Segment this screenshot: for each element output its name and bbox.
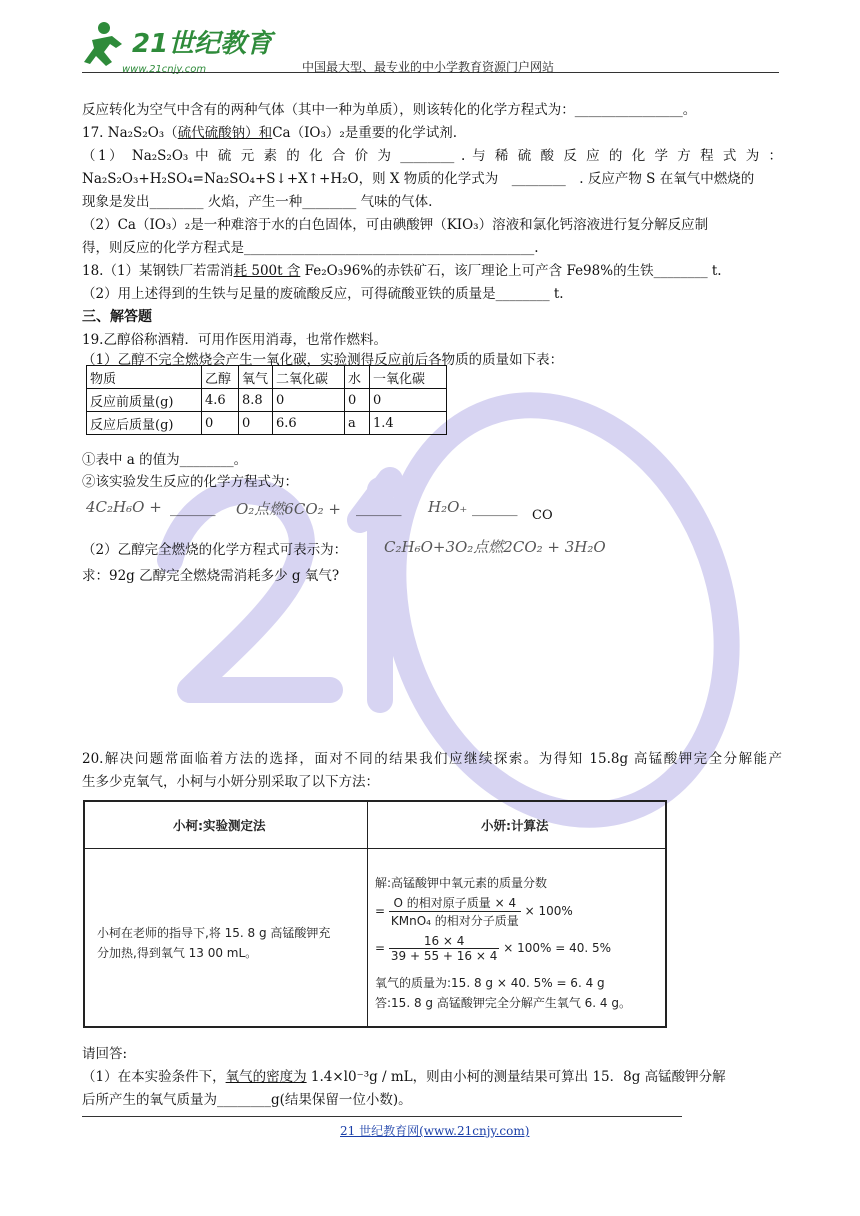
table-header-row: [87, 366, 447, 389]
method-right-header: 小妍:计算法: [481, 818, 549, 833]
question-19: 19.乙醇俗称酒精．可用作医用消毒，也常作燃料。: [82, 332, 387, 348]
table-cell: 0: [239, 412, 273, 435]
method-right-text: 氧气的质量为:15. 8 g × 40. 5% = 6. 4 g: [375, 976, 605, 990]
question-17-2-line1: （2）Ca（IO₃）₂是一种难溶于水的白色固体，可由碘酸钾（KIO₃）溶液和氯化钙溶液进行复分解反应制: [82, 217, 709, 233]
question-17-1-line3: 现象是发出________ 火焰，产生一种________ 气味的气体.: [82, 194, 433, 210]
question-19-2: （2）乙醇完全燃烧的化学方程式可表示为：: [82, 542, 348, 558]
table-cell: 4.6: [202, 389, 239, 412]
section-title: 三、解答题: [82, 309, 152, 325]
question-19-a: ①表中 a 的值为________。: [82, 452, 248, 468]
table-cell: a: [345, 412, 370, 435]
table-cell: 0: [370, 389, 447, 412]
logo-url: www.21cnjy.com: [122, 64, 207, 74]
method-left-header: 小柯:实验测定法: [173, 818, 266, 833]
fraction-formula: = $\frac{\text{O 的相对原子质量 × 4}}{\text{KMnO₄ 的相对分子质量}}$ × 100%: [375, 896, 573, 928]
mass-table: [86, 365, 447, 435]
question-17-2-line2: 得，则反应的化学方程式是___________________________________________.: [82, 240, 539, 256]
table-cell: 0: [202, 412, 239, 435]
table-cell: 0: [273, 389, 345, 412]
answer-1-line1: （1）在本实验条件下，氧气的密度为 1.4×l0⁻³g / mL，则由小柯的测量结果可算出 15．8g 高锰酸钾分解: [82, 1069, 726, 1085]
question-18-2: （2）用上述得到的生铁与足量的废硫酸反应，可得硫酸亚铁的质量是________ t.: [82, 286, 564, 302]
table-cell: 6.6: [273, 412, 345, 435]
table-cell: 1.4: [370, 412, 447, 435]
table-header-cell: 物质: [87, 366, 202, 389]
method-right-text: 答:15. 8 g 高锰酸钾完全分解产生氧气 6. 4 g。: [375, 996, 631, 1010]
logo-text: 21世纪教育: [132, 29, 273, 59]
equation-1-co: CO: [532, 508, 553, 523]
question-19-ask: 求：92g 乙醇完全燃烧需消耗多少 g 氧气?: [82, 568, 340, 584]
question-17-1-line1: （1） Na₂S₂O₃ 中 硫 元 素 的 化 合 价 为 ________ . 与 稀 硫 酸 反 应 的 化 学 方 程 式 为 ：: [82, 148, 782, 164]
method-right-text: 解:高锰酸钾中氧元素的质量分数: [375, 876, 548, 890]
answer-prompt: 请回答:: [82, 1046, 128, 1062]
answer-1-line2: 后所产生的氧气质量为________g(结果保留一位小数)。: [82, 1092, 412, 1108]
question-17-title: 17. Na₂S₂O₃（硫代硫酸钠）和Ca（IO₃）₂是重要的化学试剂.: [82, 125, 458, 141]
footer-link[interactable]: 21 世纪教育网(www.21cnjy.com): [340, 1124, 530, 1138]
equation-2: C₂H₆O+3O₂点燃2CO₂ + 3H₂O: [384, 538, 606, 556]
table-row: [87, 389, 447, 412]
table-cell: 8.8: [239, 389, 273, 412]
table-header-cell: 乙醇: [202, 366, 239, 389]
header-slogan: 中国最大型、最专业的中小学教育资源门户网站: [302, 60, 555, 74]
method-left-text: 小柯在老师的指导下,将 15. 8 g 高锰酸钾充: [97, 926, 331, 940]
method-table: [83, 800, 667, 1028]
table-cell: 反应前质量(g): [87, 389, 202, 412]
question-19-1: （1）乙醇不完全燃烧会产生一氧化碳，实验测得反应前后各物质的质量如下表：: [82, 352, 564, 368]
text-line: 反应转化为空气中含有的两种气体（其中一种为单质），则该转化的化学方程式为：________________。: [82, 102, 697, 118]
question-20-line2: 生多少克氧气，小柯与小妍分别采取了以下方法：: [82, 774, 379, 790]
blank-coefficient-o2: _______: [170, 502, 216, 517]
page-header: [82, 18, 779, 74]
table-cell: 反应后质量(g): [87, 412, 202, 435]
table-header-cell: 氧气: [239, 366, 273, 389]
question-18-1: 18.（1）某钢铁厂若需消耗 500t 含 Fe₂O₃96%的赤铁矿石，该厂理论上可产含 Fe98%的生铁________ t.: [82, 263, 722, 279]
blank-coefficient-h2o: _______: [356, 502, 402, 517]
equation-1-part1: 4C₂H₆O +: [86, 498, 162, 516]
blank-coefficient-co: _______: [472, 502, 518, 517]
equation-1-part2: O₂点燃6CO₂ +: [236, 500, 341, 518]
method-left-text: 分加热,得到氧气 13 00 mL。: [97, 946, 258, 960]
equation-1-part3: H₂O₊: [428, 498, 468, 516]
question-17-1-line2: Na₂S₂O₃+H₂SO₄=Na₂SO₄+S↓+X↑+H₂O，则 X 物质的化学式为 ________ . 反应产物 S 在氧气中燃烧的: [82, 171, 755, 187]
table-header-cell: 水: [345, 366, 370, 389]
table-cell: 0: [345, 389, 370, 412]
footer-divider: [82, 1116, 682, 1117]
table-row: [87, 412, 447, 435]
question-20-line1: 20.解决问题常面临着方法的选择，面对不同的结果我们应继续探索。为得知 15.8g 高锰酸钾完全分解能产: [82, 751, 782, 767]
fraction-calculation: = $\frac{16 \times 4}{39 + 55 + 16 \times 4}$ × 100% = 40. 5%: [375, 934, 612, 963]
question-19-b: ②该实验发生反应的化学方程式为：: [82, 474, 298, 490]
table-header-cell: 一氧化碳: [370, 366, 447, 389]
site-logo: [82, 18, 292, 74]
table-header-cell: 二氧化碳: [273, 366, 345, 389]
header-divider: [82, 72, 779, 73]
